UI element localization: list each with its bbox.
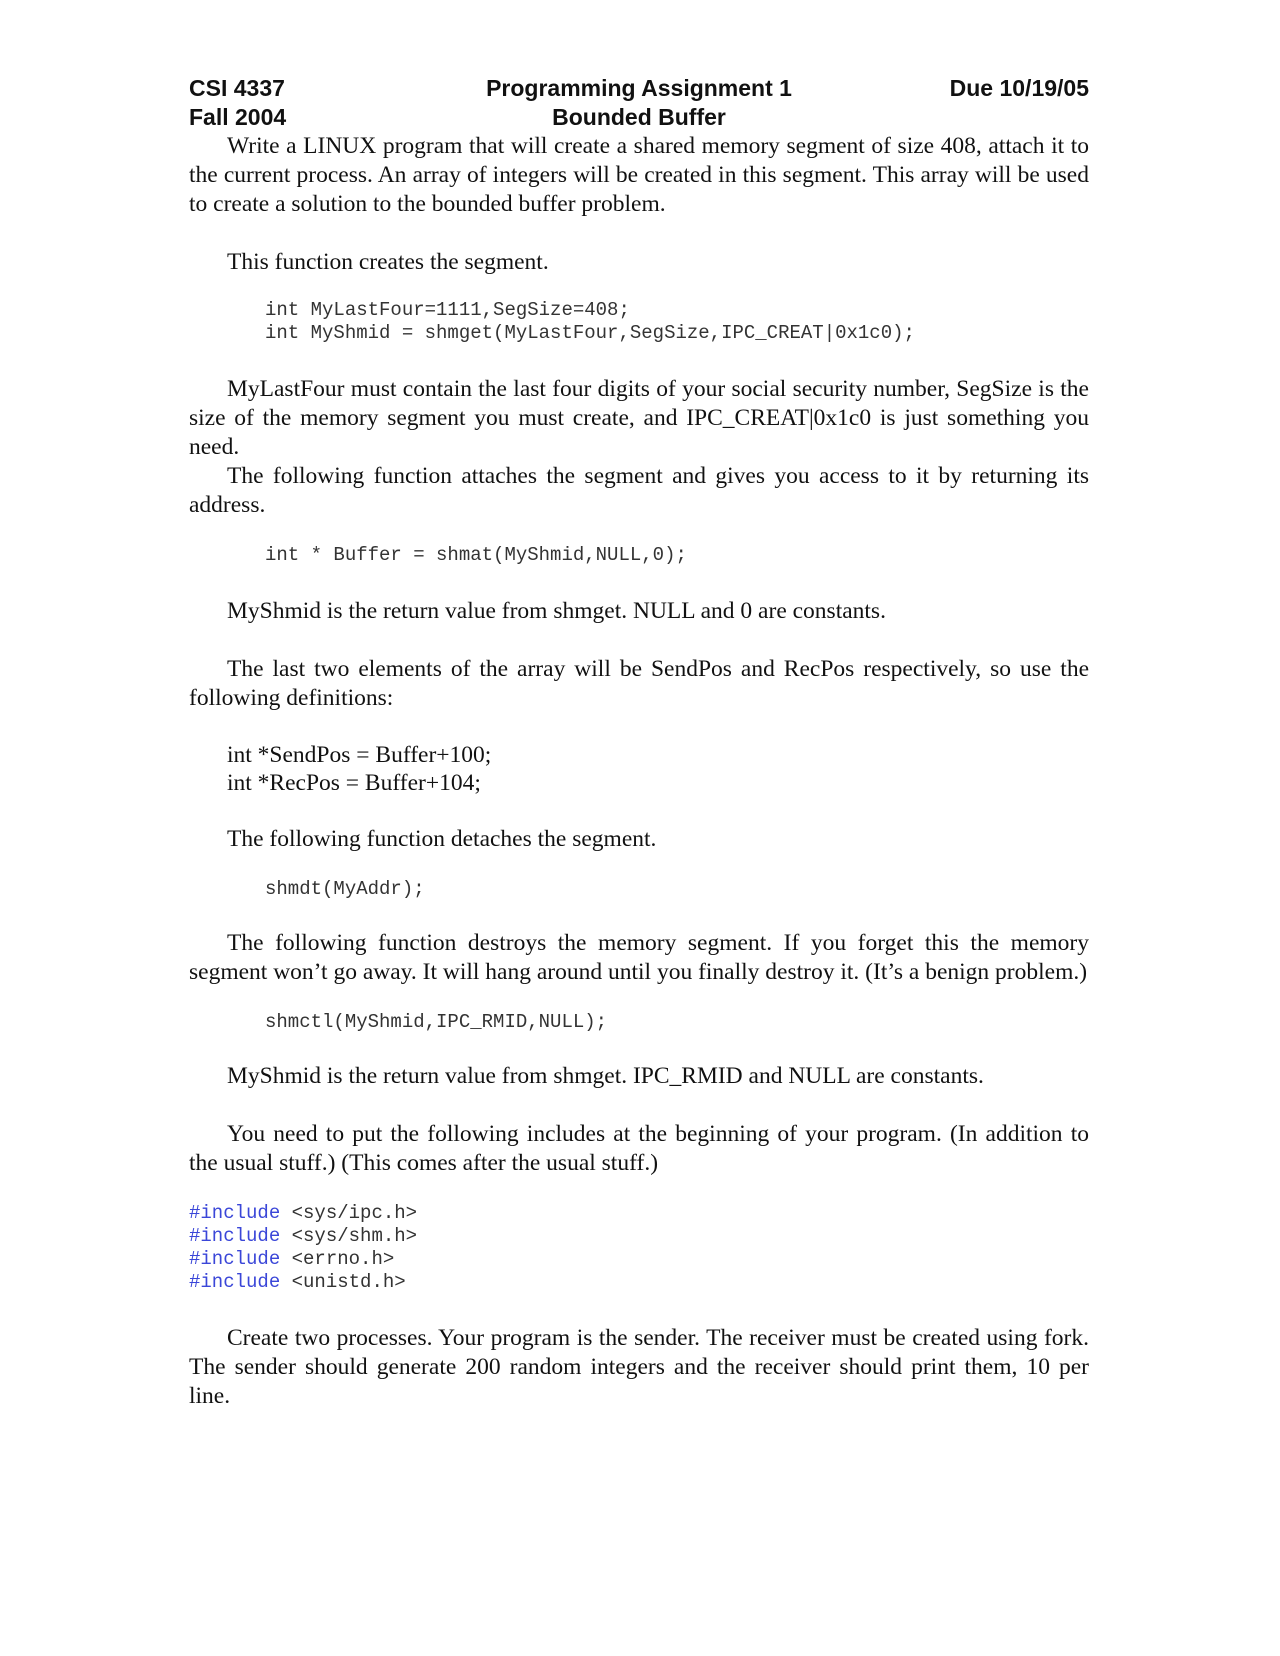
include-line (189, 1202, 1089, 1225)
assignment-title: Programming Assignment 1 (486, 75, 792, 101)
destroy-paragraph: The following function destroys the memory segment. If you forget this the memory segment won’t go away. It will hang around until you finally destroy it. (It’s a benign problem.) (189, 930, 1089, 985)
mylastfour-paragraph: MyLastFour must contain the last four digits of your social security number, SegSize is the size of the memory segment you must create, and IPC_CREAT|0x1c0 is just something you need. (189, 376, 1089, 460)
definition-line: int *RecPos = Buffer+104; (227, 770, 481, 796)
destroy-code: shmctl(MyShmid,IPC_RMID,NULL); (265, 1011, 608, 1033)
include-header: <sys/shm.h> (291, 1225, 418, 1247)
include-keyword: #include (189, 1225, 281, 1247)
definition-line: int *SendPos = Buffer+100; (227, 742, 492, 768)
course-number: CSI 4337 (189, 75, 285, 101)
include-keyword: #include (189, 1248, 281, 1270)
detach-paragraph: The following function detaches the segment. (227, 826, 657, 852)
code-line: int MyShmid = shmget(MyLastFour,SegSize,IPC_CREAT|0x1c0); (265, 322, 915, 344)
include-header: <sys/ipc.h> (291, 1202, 418, 1224)
document-header (189, 74, 1089, 132)
document-page (189, 74, 1089, 1411)
include-header: <errno.h> (291, 1248, 395, 1270)
intro-paragraph: Write a LINUX program that will create a shared memory segment of size 408, attach it to the current process. An array of integers will be created in this segment. This array will be used to create a solution to the bounded buffer problem. (189, 133, 1089, 217)
includes-code-block (189, 1202, 1089, 1294)
definitions-block (189, 741, 1089, 797)
include-keyword: #include (189, 1202, 281, 1224)
include-line (189, 1271, 1089, 1294)
last-two-paragraph: The last two elements of the array will be SendPos and RecPos respectively, so use the following definitions: (189, 656, 1089, 711)
include-line (189, 1225, 1089, 1248)
code-line: int MyLastFour=1111,SegSize=408; (265, 299, 630, 321)
includes-paragraph: You need to put the following includes at the beginning of your program. (In addition to the usual stuff.) (This comes after the usual stuff.) (189, 1121, 1089, 1176)
create-function-paragraph: This function creates the segment. (227, 249, 549, 275)
include-keyword: #include (189, 1271, 281, 1293)
course-term: Fall 2004 (189, 104, 287, 130)
myshmid-paragraph-2: MyShmid is the return value from shmget. IPC_RMID and NULL are constants. (227, 1063, 984, 1089)
assignment-subtitle: Bounded Buffer (552, 104, 726, 130)
due-date: Due 10/19/05 (949, 75, 1089, 101)
final-paragraph: Create two processes. Your program is the sender. The receiver must be created using fork. The sender should generate 200 random integers and the receiver should print them, 10 per line. (189, 1325, 1089, 1409)
myshmid-paragraph-1: MyShmid is the return value from shmget. NULL and 0 are constants. (227, 598, 886, 624)
include-line (189, 1248, 1089, 1271)
attach-code: int * Buffer = shmat(MyShmid,NULL,0); (265, 544, 687, 566)
attach-paragraph: The following function attaches the segment and gives you access to it by returning its address. (189, 463, 1089, 518)
include-header: <unistd.h> (291, 1271, 406, 1293)
detach-code: shmdt(MyAddr); (265, 878, 425, 900)
create-code-block (189, 299, 1089, 345)
